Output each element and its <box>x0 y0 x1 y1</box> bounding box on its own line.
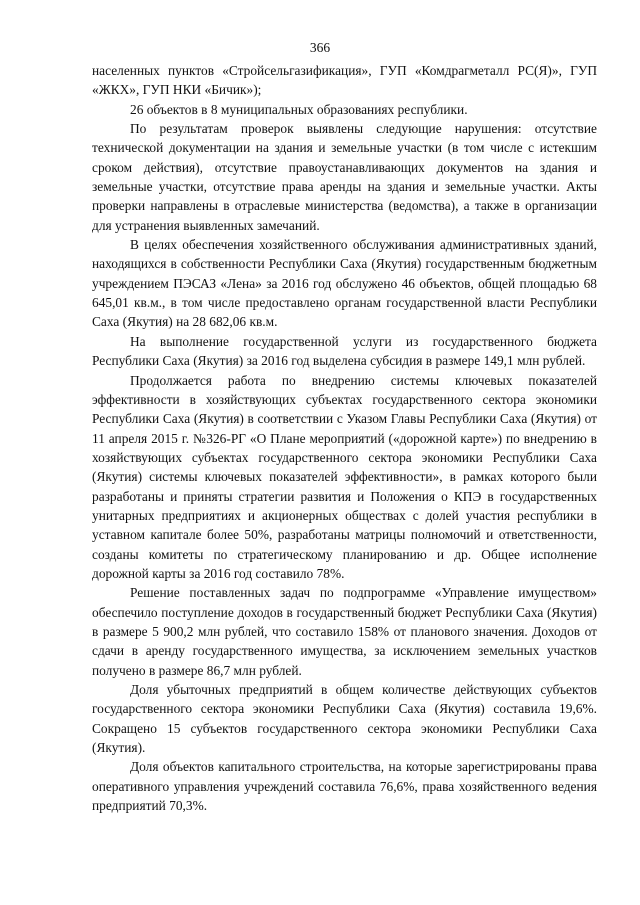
document-body <box>92 61 597 815</box>
paragraph-building-maintenance: В целях обеспечения хозяйственного обслуживания административных зданий, находящихся в собственности Республики Саха (Якутия) государственным бюджетным учреждением ПЭСАЗ «Лена» за 2016 год обслужено 46 объектов, общей площадью 68 645,01 кв.м., в том числе предоставлено органам государственной власти Республики Саха (Якутия) на 28 682,06 кв.м. <box>92 237 597 330</box>
paragraph-subsidy: На выполнение государственной услуги из государственного бюджета Республики Саха (Якутия) за 2016 год выделена субсидия в размере 149,1 млн рублей. <box>92 333 597 369</box>
paragraph-continuation: населенных пунктов «Стройсельгазификация», ГУП «Комдрагметалл РС(Я)», ГУП «ЖКХ», ГУП НКИ «Бичик»); <box>92 63 597 98</box>
page-number: 366 <box>309 40 331 55</box>
paragraph-kpi-system: Продолжается работа по внедрению системы ключевых показателей эффективности в хозяйствующих субъектах государственного сектора экономики Республики Саха (Якутия) в соответствии с Указом Главы Республики Саха (Якутия) от 11 апреля 2015 г. №326-РГ «О Плане мероприятий («дорожной карте») по внедрению в хозяйствующих субъектах государственного сектора экономики Республики Саха (Якутия) системы ключевых показателей эффективности», в рамках которого были разработаны и приняты стратегии развития и Положения о КПЭ в государственных унитарных предприятиях и акционерных обществах с долей участия республики в уставном капитале более 50%, разработаны матрицы полномочий и ответственности, созданы комитеты по стратегическому планированию и др. Общее исполнение дорожной карты за 2016 год составило 78%. <box>92 372 597 581</box>
paragraph-objects-count: 26 объектов в 8 муниципальных образованиях республики. <box>130 101 468 117</box>
paragraph-capital-objects: Доля объектов капитального строительства, на которые зарегистрированы права оперативного управления учреждений составила 76,6%, права хозяйственного ведения предприятий 70,3%. <box>92 759 597 814</box>
paragraph-inspection-results: По результатам проверок выявлены следующие нарушения: отсутствие технической документации на здания и земельные участки (в том числе с истекшим сроком действия), отсутствие правоустанавливающих документов на здания и земельные участки, отсутствие права аренды на здания и земельные участки. Акты проверки направлены в отраслевые министерства (ведомства), а также в организации для устранения выявленных замечаний. <box>92 121 597 233</box>
paragraph-unprofitable-share: Доля убыточных предприятий в общем количестве действующих субъектов государственного сектора экономики Республики Саха (Якутия) составила 19,6%. Сокращено 15 субъектов государственного сектора экономики Республики Саха (Якутия). <box>92 682 597 756</box>
paragraph-property-income: Решение поставленных задач по подпрограмме «Управление имуществом» обеспечило поступление доходов в государственный бюджет Республики Саха (Якутия) в размере 5 900,2 млн рублей, что составило 158% от планового значения. Доходов от сдачи в аренду государственного имущества, за исключением земельных участков получено в размере 86,7 млн рублей. <box>92 585 597 678</box>
